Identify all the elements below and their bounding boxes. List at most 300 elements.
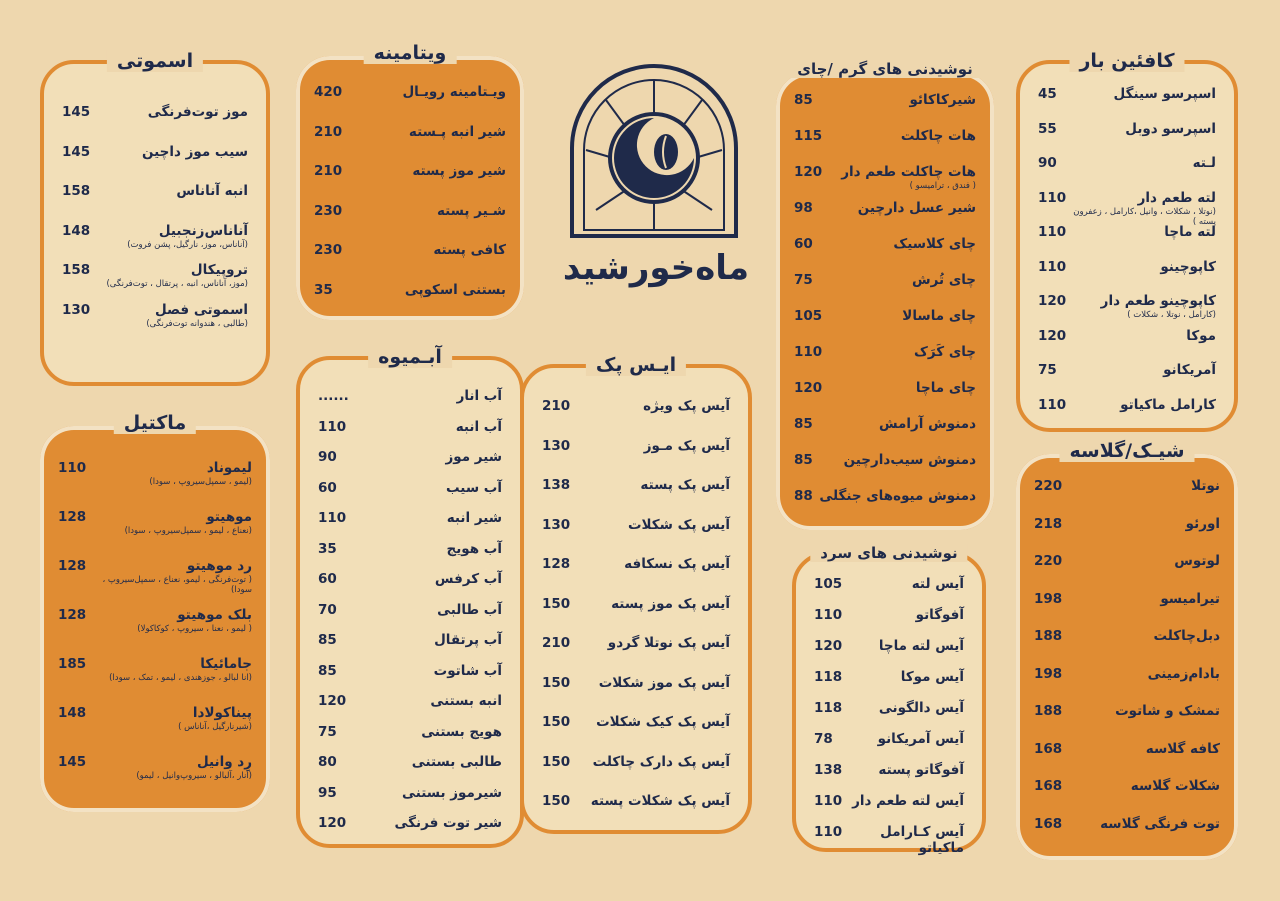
menu-item <box>1020 121 1234 156</box>
menu-item-name: بستنی اسکوپی <box>404 281 506 298</box>
menu-item <box>40 607 270 656</box>
menu-item <box>300 449 520 480</box>
menu-item-name: انبه آناناس <box>176 183 248 199</box>
caffeine-bar-panel <box>1016 50 1238 432</box>
menu-item-ingredients: (شیرنارگیل ،آناناس ) <box>178 722 252 732</box>
menu-item-name: کافه گلاسه <box>1145 740 1220 757</box>
hot-drinks-title: نوشیدنی های گرم /چای <box>787 60 983 78</box>
menu-item <box>300 571 520 602</box>
menu-item <box>776 200 994 236</box>
menu-item-name: آیس لته ماچا <box>878 638 964 654</box>
menu-item-price: 230 <box>314 202 343 219</box>
menu-item-name: توت فرنگی گلاسه <box>1100 815 1220 832</box>
menu-item <box>524 517 748 557</box>
menu-item-name: آب سیب <box>446 479 502 496</box>
menu-item-text <box>149 460 252 487</box>
menu-item-price: 110 <box>1038 224 1067 240</box>
menu-item <box>1016 516 1238 554</box>
brand-logo-icon <box>566 60 742 240</box>
menu-item-name: آیس پک ویژه <box>643 398 730 414</box>
menu-item-name: انبه بستنی <box>430 693 502 709</box>
menu-item-price: 78 <box>814 731 833 747</box>
menu-item-ingredients: ( لیمو ، نعنا ، سیروپ ، کوکاکولا) <box>137 624 252 634</box>
juice-title: آبـمیوه <box>368 346 452 368</box>
menu-item-price: 218 <box>1034 515 1063 532</box>
menu-item-name: دبل‌چاکلت <box>1153 628 1220 644</box>
menu-item-price: 210 <box>542 398 571 414</box>
menu-item-name: آب پرتقال <box>434 632 502 648</box>
menu-item <box>296 124 524 164</box>
vitamin-title: ویتامینه <box>364 42 457 64</box>
menu-item-price: 105 <box>814 576 843 592</box>
menu-item-price: 85 <box>794 452 813 468</box>
menu-item-price: 138 <box>814 762 843 778</box>
menu-item <box>796 731 982 762</box>
menu-item-name: چای کلاسیک <box>893 236 976 252</box>
menu-item <box>300 663 520 694</box>
menu-item-name: شکلات گلاسه <box>1130 778 1220 794</box>
menu-item-name: آیس آمریکانو <box>877 731 964 747</box>
menu-item <box>1020 328 1234 363</box>
menu-item <box>524 714 748 754</box>
menu-item-name: کاپوچینو طعم دار <box>1100 293 1216 309</box>
menu-item-name: اسپرسو دوبل <box>1125 120 1216 137</box>
menu-item-price: 130 <box>542 437 571 454</box>
menu-item-name: آیس پک شکلات <box>627 516 730 533</box>
menu-item-name: لیموناد <box>206 460 252 476</box>
menu-item-price: 128 <box>58 607 87 623</box>
menu-item-name: آیس کـارامل ماکیاتو <box>880 824 964 856</box>
mocktail-list <box>40 460 270 803</box>
menu-item-price: 158 <box>62 183 91 199</box>
menu-item <box>44 223 266 263</box>
menu-item <box>1016 591 1238 629</box>
menu-item-price: 110 <box>814 793 843 809</box>
menu-item-price: 145 <box>58 754 87 770</box>
menu-item <box>296 203 524 243</box>
menu-item-name: لته ماچا <box>1164 224 1216 240</box>
menu-item-price: ...... <box>318 388 349 404</box>
shake-title: شیـک/گلاسه <box>1059 440 1194 462</box>
menu-item-name: شیر موز پسته <box>412 163 506 179</box>
menu-item-price: 210 <box>314 163 343 179</box>
menu-item-name: آیس لته طعم دار <box>852 793 964 809</box>
menu-item-name: چای ماچا <box>915 380 976 396</box>
menu-item <box>524 675 748 715</box>
menu-item-price: 150 <box>542 753 571 770</box>
menu-item <box>524 635 748 675</box>
menu-item-price: 188 <box>1034 628 1063 644</box>
menu-item-name: شیر موز <box>445 449 502 465</box>
menu-item-price: 115 <box>794 128 823 144</box>
menu-item-name: هویج بستنی <box>421 723 502 740</box>
menu-item-name: آفوگاتو پسته <box>878 762 964 778</box>
menu-item <box>796 762 982 793</box>
menu-item-price: 220 <box>1034 553 1063 569</box>
menu-item-price: 110 <box>1038 189 1067 206</box>
menu-item <box>1016 628 1238 666</box>
menu-item-price: 110 <box>1038 396 1067 413</box>
menu-item-price: 118 <box>814 669 843 685</box>
menu-item-ingredients: (طالبی ، هندوانه توت‌فرنگی) <box>146 318 248 329</box>
menu-item <box>776 380 994 416</box>
menu-item-price: 60 <box>318 479 337 496</box>
smoothie-title: اسموتی <box>107 50 203 72</box>
menu-item <box>1016 816 1238 854</box>
menu-item-price: 85 <box>318 632 337 648</box>
menu-item-name: آب هویج <box>446 540 502 557</box>
menu-item-name: آیس موکا <box>900 669 964 685</box>
menu-item-price: 420 <box>314 84 343 100</box>
menu-item-text <box>86 558 252 595</box>
menu-item-name: اسموتی فصل <box>154 301 248 318</box>
menu-item-ingredients: (انا لبالو ، جوزهندی ، لیمو ، تمک ، سودا) <box>109 673 252 683</box>
menu-item <box>300 815 520 846</box>
menu-item-price: 128 <box>542 556 571 572</box>
menu-item-ingredients: (کارامل ، نوتلا ، شکلات ) <box>1127 310 1216 320</box>
menu-item-ingredients: (موز، آناناس، انبه ، پرتقال ، توت‌فرنگی) <box>106 279 248 289</box>
menu-item-name: تمشک و شاتوت <box>1115 703 1220 719</box>
menu-item-price: 110 <box>1038 258 1067 275</box>
hot-drinks-list <box>776 92 994 524</box>
menu-item-name: آیس پک شکلات پسته <box>590 793 730 809</box>
menu-item <box>300 724 520 755</box>
menu-item <box>524 438 748 478</box>
menu-item-price: 110 <box>318 418 347 435</box>
menu-item-price: 120 <box>814 638 843 654</box>
menu-item-name: آیس پک موز پسته <box>611 595 730 612</box>
menu-item-ingredients: (نعناع ، لیمو ، سمپل‌سیروپ ، سودا) <box>124 526 252 536</box>
menu-item-name: هات چاکلت <box>900 128 976 144</box>
menu-item-ingredients: ( توت‌فرنگی ، لیمو، نعناع ، سمپل‌سیروپ ، سودا) <box>102 575 252 595</box>
menu-item-name: سیب موز داچین <box>141 143 248 160</box>
menu-item-name: آناناس‌زنجبیل <box>158 222 248 239</box>
menu-item <box>796 669 982 700</box>
menu-item-text <box>1101 293 1216 320</box>
vitamin-list <box>296 84 524 321</box>
mocktail-panel <box>40 412 270 812</box>
menu-item-ingredients: (انار ،آلبالو ، سیروپ‌وانیل ، لیمو) <box>136 771 252 781</box>
menu-item <box>44 262 266 302</box>
menu-item <box>40 558 270 607</box>
menu-item-price: 95 <box>318 784 337 801</box>
menu-item-price: 110 <box>58 460 87 476</box>
menu-item <box>524 556 748 596</box>
menu-item-price: 150 <box>542 714 571 730</box>
menu-item <box>296 242 524 282</box>
menu-item-price: 75 <box>318 723 337 740</box>
cold-drinks-list <box>796 576 982 855</box>
menu-item-price: 98 <box>794 200 813 216</box>
menu-item-name: کارامل ماکیاتو <box>1120 396 1216 413</box>
menu-item-text <box>1066 190 1216 227</box>
menu-item-price: 105 <box>794 308 823 324</box>
menu-item <box>1020 259 1234 294</box>
mocktail-title: ماکتیل <box>114 412 196 434</box>
menu-item-name: دمنوش میوه‌های جنگلی <box>819 488 976 504</box>
menu-item-name: آب انار <box>456 388 502 404</box>
menu-item-price: 128 <box>58 558 87 574</box>
menu-item-price: 35 <box>318 540 337 557</box>
menu-item-name: آیس پک کیک شکلات <box>596 714 730 730</box>
menu-item <box>776 92 994 128</box>
menu-item-price: 130 <box>62 301 91 318</box>
menu-item <box>796 607 982 638</box>
menu-item <box>40 656 270 705</box>
menu-item-name: موز توت‌فرنگی <box>147 104 248 120</box>
menu-item <box>44 104 266 144</box>
menu-item-name: موکا <box>1186 327 1216 344</box>
menu-item <box>776 452 994 488</box>
menu-item <box>796 700 982 731</box>
menu-item <box>776 164 994 200</box>
menu-item-name: پیناکولادا <box>192 705 252 721</box>
menu-item-price: 120 <box>318 693 347 709</box>
menu-item-name: دمنوش آرامش <box>878 416 976 432</box>
smoothie-panel <box>40 50 270 386</box>
menu-item <box>796 638 982 669</box>
menu-item-name: آیس پک مـوز <box>643 437 730 454</box>
menu-item-price: 168 <box>1034 778 1063 794</box>
menu-item-name: دمنوش سیب‌دارچین <box>843 452 976 468</box>
menu-item-price: 148 <box>62 222 91 239</box>
menu-item-name: طالبی بستنی <box>411 754 502 770</box>
menu-item-price: 198 <box>1034 590 1063 607</box>
menu-item-price: 85 <box>318 662 337 679</box>
menu-item-price: 88 <box>794 488 813 504</box>
menu-item <box>776 236 994 272</box>
menu-item-text <box>841 164 976 191</box>
ice-pack-panel <box>520 354 752 834</box>
menu-item-text <box>136 754 252 781</box>
menu-item-name: آیس پک نوتلا گردو <box>607 635 730 651</box>
menu-item-price: 145 <box>62 104 91 120</box>
cold-drinks-panel <box>792 544 986 856</box>
menu-item <box>40 754 270 803</box>
menu-item-name: کاپوچینو <box>1160 258 1216 275</box>
menu-item <box>40 460 270 509</box>
menu-item-price: 120 <box>1038 327 1067 344</box>
menu-item-price: 168 <box>1034 740 1063 757</box>
menu-item-price: 185 <box>58 656 87 672</box>
menu-item-price: 128 <box>58 509 87 525</box>
cold-drinks-title: نوشیدنی های سرد <box>810 544 967 562</box>
menu-item <box>1016 778 1238 816</box>
menu-item-price: 150 <box>542 595 571 612</box>
menu-item-price: 90 <box>1038 155 1057 171</box>
caffeine-bar-title: کافئین بار <box>1069 50 1184 72</box>
menu-item-price: 110 <box>814 607 843 623</box>
menu-item-text <box>146 302 248 329</box>
menu-item-name: آیس پک موز شکلات <box>598 674 730 691</box>
menu-item <box>300 388 520 419</box>
menu-item <box>796 824 982 855</box>
menu-item-price: 150 <box>542 793 571 809</box>
menu-item-name: کافی پسته <box>433 242 506 258</box>
menu-item-name: آب طالبی <box>437 601 502 618</box>
menu-item-ingredients: (آناناس، موز، نارگیل، پشن فروت) <box>127 239 248 250</box>
menu-item-name: نوتلا <box>1191 478 1220 494</box>
menu-item-name: آب انبه <box>455 418 502 435</box>
menu-item-price: 210 <box>314 123 343 140</box>
menu-item-name: شیر عسل دارچین <box>857 200 976 216</box>
menu-item-name: چای ماسالا <box>902 308 976 324</box>
menu-item <box>300 541 520 572</box>
menu-item-price: 150 <box>542 674 571 691</box>
caffeine-bar-list <box>1020 86 1234 431</box>
menu-item-price: 120 <box>1038 293 1067 309</box>
menu-item <box>524 398 748 438</box>
menu-item <box>1016 703 1238 741</box>
brand-name: ماه‌خورشید <box>562 248 750 288</box>
menu-item <box>44 183 266 223</box>
menu-item <box>524 754 748 794</box>
menu-item <box>296 163 524 203</box>
menu-item <box>1020 293 1234 328</box>
menu-item-name: هات چاکلت طعم دار <box>841 164 976 180</box>
menu-item-price: 60 <box>318 571 337 587</box>
menu-item <box>44 302 266 342</box>
menu-item-price: 55 <box>1038 120 1057 137</box>
menu-item-name: آیس پک نسکافه <box>624 556 730 572</box>
menu-item-price: 75 <box>1038 362 1057 378</box>
menu-item-name: آمریکانو <box>1163 362 1216 378</box>
menu-item <box>40 705 270 754</box>
menu-item-name: شیر انبه پـسته <box>408 123 506 140</box>
menu-item <box>300 785 520 816</box>
menu-item-price: 120 <box>794 380 823 396</box>
menu-item-text <box>127 223 248 250</box>
menu-item-price: 85 <box>794 416 813 432</box>
menu-item <box>300 632 520 663</box>
menu-item <box>776 416 994 452</box>
menu-item <box>300 419 520 450</box>
menu-item <box>1020 86 1234 121</box>
menu-item-price: 230 <box>314 242 343 258</box>
menu-item <box>776 128 994 164</box>
menu-item-price: 90 <box>318 449 337 465</box>
menu-item-name: چای تُرش <box>912 272 976 288</box>
menu-item-price: 148 <box>58 705 87 721</box>
menu-item <box>1016 666 1238 704</box>
menu-item-name: آیس لته <box>911 576 964 592</box>
ice-pack-title: ایـس پک <box>586 354 686 376</box>
menu-item <box>776 308 994 344</box>
menu-item-name: موهیتو <box>206 509 252 525</box>
menu-item <box>1020 397 1234 432</box>
menu-item-name: آیس پک دارک چاکلت <box>592 753 730 770</box>
menu-item-price: 60 <box>794 236 813 252</box>
menu-item-price: 188 <box>1034 703 1063 719</box>
menu-item-name: شیرکاکائو <box>909 92 976 108</box>
menu-item-price: 85 <box>794 92 813 108</box>
menu-item <box>524 477 748 517</box>
menu-item <box>1020 190 1234 225</box>
menu-item-price: 118 <box>814 700 843 716</box>
menu-item-name: آب کرفس <box>434 571 502 587</box>
menu-item-name: آفوگاتو <box>915 607 964 623</box>
menu-item-text <box>178 705 252 732</box>
menu-item-name: آیس پک پسته <box>640 477 730 493</box>
menu-item <box>776 272 994 308</box>
menu-item-name: لته طعم دار <box>1137 189 1216 206</box>
smoothie-list <box>44 104 266 341</box>
juice-panel <box>296 346 524 848</box>
menu-item-name: رد موهیتو <box>186 558 252 574</box>
menu-item <box>296 282 524 322</box>
menu-item <box>1020 155 1234 190</box>
shake-list <box>1016 478 1238 853</box>
menu-item-price: 198 <box>1034 665 1063 682</box>
vitamin-panel <box>296 42 524 320</box>
menu-item-price: 110 <box>794 344 823 360</box>
menu-item-name: تروپیکال <box>190 262 248 278</box>
menu-item-name: آیس دالگونی <box>878 700 964 716</box>
menu-item-name: رِد وانیل <box>196 754 252 770</box>
menu-item <box>776 344 994 380</box>
menu-item <box>300 480 520 511</box>
menu-item-name: تیرامیسو <box>1160 590 1220 607</box>
hot-drinks-panel <box>776 60 994 530</box>
menu-item-price: 110 <box>318 510 347 526</box>
menu-item <box>524 793 748 833</box>
menu-item-price: 120 <box>794 164 823 180</box>
menu-item <box>300 693 520 724</box>
menu-item-price: 70 <box>318 601 337 618</box>
menu-item <box>1020 224 1234 259</box>
menu-item <box>796 793 982 824</box>
menu-item-ingredients: ( فندق ، ترامیسو ) <box>909 181 976 191</box>
menu-item-name: اسپرسو سینگل <box>1113 86 1216 102</box>
menu-item-name: شـیر پسته <box>436 202 506 219</box>
menu-item-name: آب شاتوت <box>433 662 502 679</box>
menu-item <box>40 509 270 558</box>
menu-item <box>1016 478 1238 516</box>
menu-item-price: 110 <box>814 824 843 840</box>
menu-item-text <box>109 656 252 683</box>
menu-item <box>1016 553 1238 591</box>
menu-item-name: ویـتامینه رویـال <box>402 84 506 100</box>
ice-pack-list <box>524 398 748 833</box>
menu-item-name: جامائیکا <box>200 656 252 672</box>
menu-item <box>524 596 748 636</box>
menu-item-price: 130 <box>542 516 571 533</box>
menu-item-price: 120 <box>318 815 347 831</box>
menu-item-text <box>106 262 248 289</box>
menu-item-name: بادام‌زمینی <box>1147 665 1220 682</box>
menu-item-name: اورئو <box>1185 515 1220 532</box>
menu-item-price: 75 <box>794 272 813 288</box>
menu-item <box>1020 362 1234 397</box>
menu-item-price: 220 <box>1034 478 1063 494</box>
menu-item-text <box>125 509 252 536</box>
menu-item-price: 80 <box>318 754 337 770</box>
menu-item-price: 45 <box>1038 86 1057 102</box>
menu-item-name: لـته <box>1192 155 1216 171</box>
menu-item-price: 210 <box>542 635 571 651</box>
menu-item-ingredients: (لیمو ، سمپل‌سیروپ ، سودا) <box>149 477 252 487</box>
menu-item <box>1016 741 1238 779</box>
menu-item <box>44 144 266 184</box>
menu-item-name: بلک موهیتو <box>177 607 252 623</box>
menu-item <box>300 754 520 785</box>
menu-item <box>300 510 520 541</box>
menu-item-price: 158 <box>62 262 91 278</box>
menu-item-name: چای کَرَک <box>914 344 976 360</box>
menu-item-name: لوتوس <box>1174 553 1220 569</box>
menu-item-name: شیرموز بستنی <box>402 784 502 801</box>
menu-item-name: شیر توت فرنگی <box>394 815 502 831</box>
